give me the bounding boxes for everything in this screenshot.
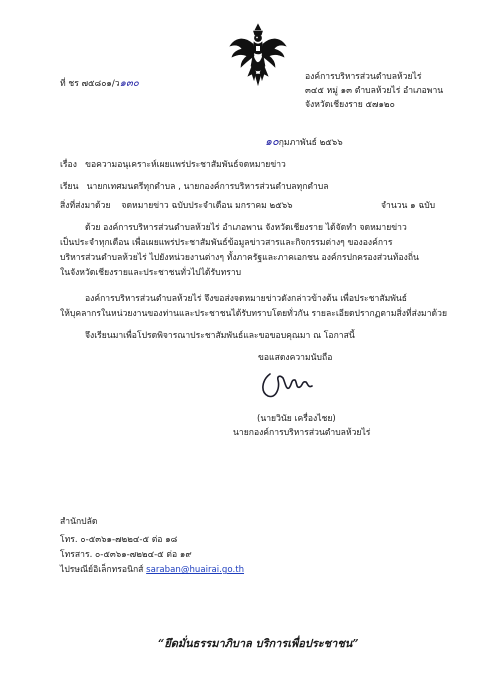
fax-number: โทรสาร. ๐-๕๓๖๑-๗๒๒๔-๕ ต่อ ๑๙ [60,550,192,560]
footer-slogan: “ยึดมั่นธรรมาภิบาล บริการเพื่อประชาชน” [158,637,359,650]
date-month-year: กุมภาพันธ์ ๒๕๖๖ [278,138,343,148]
body-paragraph-2-line-1: องค์การบริหารส่วนตำบลห้วยไร่ จึงขอส่งจดหมายข่าวดังกล่าวข้างต้น เพื่อประชาสัมพันธ์ [85,294,408,304]
body-paragraph-1-line-1: ด้วย องค์การบริหารส่วนตำบลห้วยไร่ อำเภอพาน จังหวัดเชียงราย ได้จัดทำ จดหมายข่าว [85,223,407,233]
enclosure-quantity: จำนวน ๑ ฉบับ [381,201,436,211]
enclosure-line [60,200,293,212]
reference-number [60,78,139,90]
office-name: สำนักปลัด [60,517,98,527]
reference-number-label: ที่ ชร [60,79,79,89]
garuda-emblem-icon [228,22,288,86]
body-paragraph-1-line-2: เป็นประจำทุกเดือน เพื่อเผยแพร่ประชาสัมพันธ์ข้อมูลข่าวสารและกิจกรรมต่างๆ ขององค์การ [60,238,393,248]
letter-date [265,136,343,149]
email-label: ไปรษณีย์อิเล็กทรอนิกส์ [60,565,144,575]
email-link[interactable]: saraban@huairai.go.th [146,565,245,575]
phone-number: โทร. ๐-๕๓๖๑-๗๒๒๔-๕ ต่อ ๑๘ [60,535,178,545]
body-paragraph-2-line-2: ให้บุคลากรในหน่วยงานของท่านและประชาชนได้รับทราบโดยทั่วกัน รายละเอียดปรากฏตามสิ่งที่ส่งมาด้วย [60,309,447,319]
organization-name: องค์การบริหารส่วนตำบลห้วยไร่ [305,72,422,82]
subject-label: เรื่อง [60,160,77,170]
salutation-value: นายกเทศมนตรีทุกตำบล , นายกองค์การบริหารส่วนตำบลทุกตำบล [86,182,329,192]
date-day-handwritten: ๑๐ [265,135,279,148]
email-line [60,564,244,576]
reference-number-handwritten: ๑๓๐ [119,78,139,89]
body-paragraph-1-line-3: บริหารส่วนตำบลห้วยไร่ ไปยังหน่วยงานต่างๆ ทั้งภาครัฐและภาคเอกชน องค์กรปกครองส่วนท้องถิ่น [60,253,419,263]
salutation-label: เรียน [60,182,79,192]
address-line-2: จังหวัดเชียงราย ๕๗๑๒๐ [305,100,395,110]
address-line-1: ๓๔๕ หมู่ ๑๓ ตำบลห้วยไร่ อำเภอพาน [305,86,444,96]
subject-value: ขอความอนุเคราะห์เผยแพร่ประชาสัมพันธ์จดหมายข่าว [85,160,286,170]
salutation-line [60,181,329,193]
signer-name: (นายวินัย เครื่องไชย) [257,414,336,424]
enclosure-label: สิ่งที่ส่งมาด้วย [60,201,111,211]
closing-request: จึงเรียนมาเพื่อโปรดพิจารณาประชาสัมพันธ์และขอขอบคุณมา ณ โอกาสนี้ [85,331,355,341]
handwritten-signature [250,366,330,402]
signer-title: นายกองค์การบริหารส่วนตำบลห้วยไร่ [233,428,371,438]
reference-number-value: ๗๕๘๐๑/ว [81,79,120,89]
enclosure-value: จดหมายข่าว ฉบับประจำเดือน มกราคม ๒๕๖๖ [121,201,293,211]
complimentary-close: ขอแสดงความนับถือ [258,353,333,363]
body-paragraph-1-line-4: ในจังหวัดเชียงรายและประชาชนทั่วไปได้รับทราบ [60,268,242,278]
subject-line [60,159,286,171]
